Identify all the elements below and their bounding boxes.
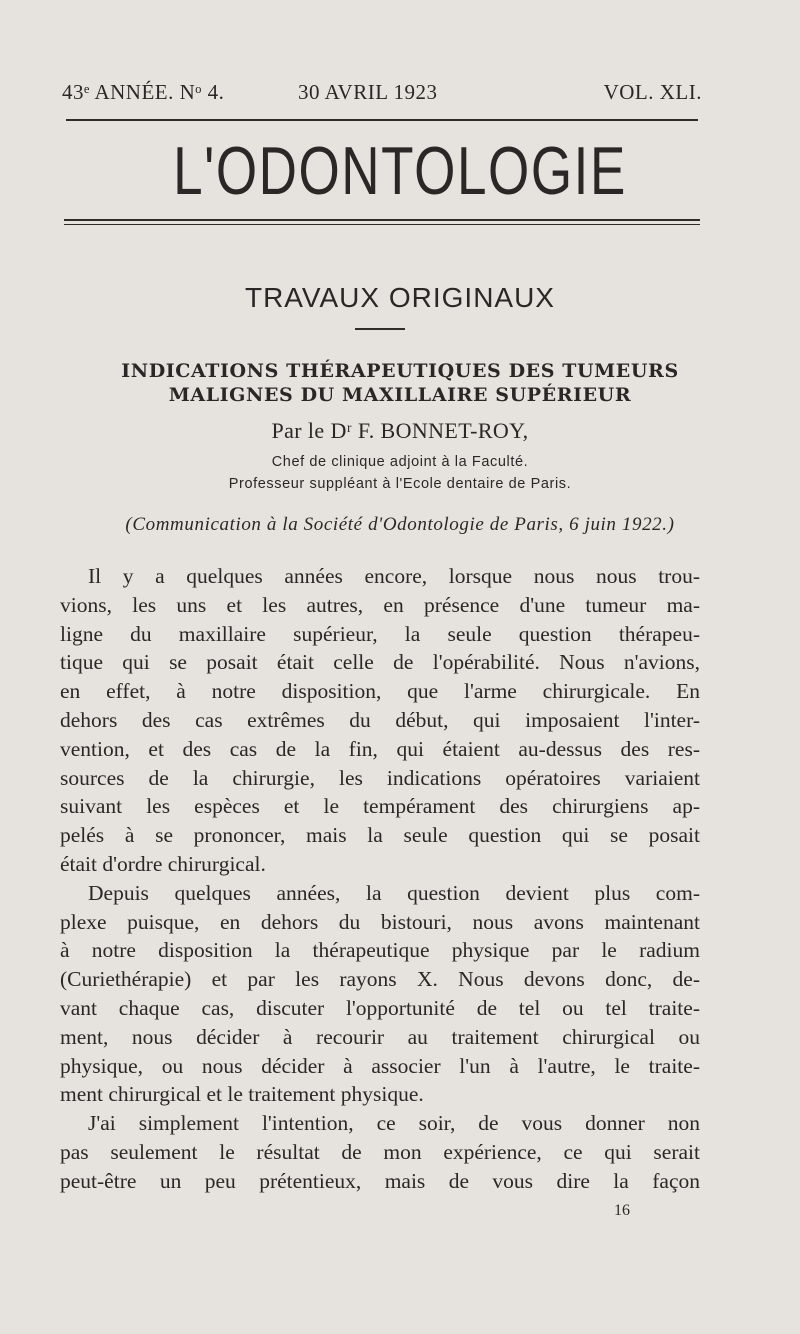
body-line: ligne du maxillaire supérieur, la seule question thérapeu- [60,621,700,646]
article-title-line-1: INDICATIONS THÉRAPEUTIQUES DES TUMEURS [121,360,679,382]
header-rule [66,119,698,121]
body-line: peut-être un peu prétentieux, mais de vous dire la façon [60,1168,700,1193]
body-line: à notre disposition la thérapeutique physique par le radium [60,938,700,963]
body-line: pelés à se prononcer, mais la seule question qui se posait [60,823,700,848]
section-title: TRAVAUX ORIGINAUX [244,282,555,313]
article-title-line-2: MALIGNES DU MAXILLAIRE SUPÉRIEUR [168,384,632,406]
issue-date: 30 AVRIL 1923 [298,80,438,104]
body-line: vant chaque cas, discuter l'opportunité de tel ou tel traite- [60,995,700,1020]
journal-title: L'ODONTOLOGIE [173,133,627,209]
issue-number: 43ᵉ ANNÉE. Nᵒ 4. [62,80,225,104]
title-double-rule [64,219,700,225]
body-line: en effet, à notre disposition, que l'arme chirurgicale. En [60,679,700,704]
body-line: vions, les uns et les autres, en présence d'une tumeur ma- [60,592,700,617]
communication-note: (Communication à la Société d'Odontologie de Paris, 6 juin 1922.) [125,514,675,535]
body-line: physique, ou nous décider à associer l'un à l'autre, le traite- [60,1053,700,1078]
body-line: dehors des cas extrêmes du début, qui imposaient l'inter- [60,707,700,732]
body-line: était d'ordre chirurgical. [60,851,266,876]
body-line: pas seulement le résultat de mon expérience, ce qui serait [60,1139,700,1164]
author-affiliation-2: Professeur suppléant à l'Ecole dentaire de Paris. [228,476,572,492]
section-divider [355,328,405,330]
body-line: tique qui se posait était celle de l'opérabilité. Nous n'avions, [60,650,700,675]
body-line: ment, nous décider à recourir au traitement chirurgical ou [60,1024,700,1049]
body-line: sources de la chirurgie, les indications opératoires variaient [60,765,700,790]
page-number: 16 [614,1202,630,1219]
body-line: Depuis quelques années, la question devient plus com- [88,880,700,905]
volume-number: VOL. XLI. [603,80,702,104]
author-affiliation-1: Chef de clinique adjoint à la Faculté. [271,454,529,470]
article-body [60,562,700,1196]
body-line: (Curiethérapie) et par les rayons X. Nous devons donc, de- [60,967,700,992]
author-byline: Par le Dʳ F. BONNET-ROY, [271,418,529,443]
body-line: suivant les espèces et le tempérament des chirurgiens ap- [60,794,700,819]
body-line: J'ai simplement l'intention, ce soir, de vous donner non [88,1111,700,1136]
body-line: vention, et des cas de la fin, qui étaient au-dessus des res- [60,736,700,761]
body-line: ment chirurgical et le traitement physique. [60,1082,424,1107]
body-line: Il y a quelques années encore, lorsque nous nous trou- [88,564,700,588]
body-line: plexe puisque, en dehors du bistouri, nous avons maintenant [60,909,700,934]
